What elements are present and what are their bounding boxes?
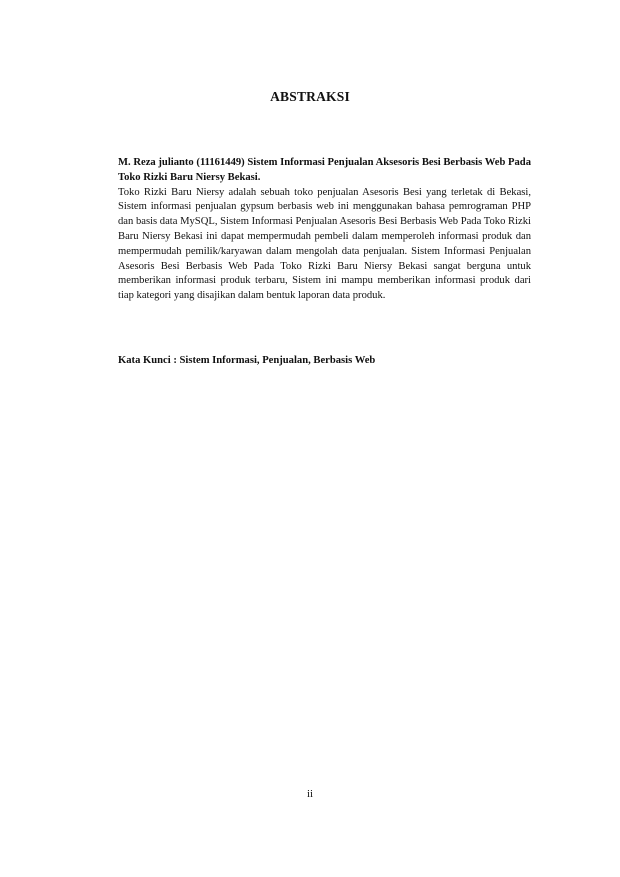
abstract-body: Toko Rizki Baru Niersy adalah sebuah toko penjualan Asesoris Besi yang terletak di Bekasi, Sistem informasi penjualan gypsum berbasis web ini menggunakan bahasa pemrograman PHP dan basis data MySQL, Sistem Informasi Penjualan Asesoris Besi Berbasis Web Pada Toko Rizki Baru Niersy Bekasi ini dapat mempermudah pembeli dalam memperoleh informasi produk dan mempermudah pemilik/karyawan dalam mengolah data penjualan. Sistem Informasi Penjualan Asesoris Besi Berbasis Web Pada Toko Rizki Baru Niersy Bekasi sangat berguna untuk memberikan informasi produk terbaru, Sistem ini mampu memberikan informasi produk dari tiap kategori yang disajikan dalam bentuk laporan data produk. bbox=[118, 186, 531, 302]
abstract-section bbox=[118, 156, 531, 304]
page-title: ABSTRAKSI bbox=[270, 89, 350, 104]
page-number: ii bbox=[306, 788, 314, 800]
abstract-citation: M. Reza julianto (11161449) Sistem Informasi Penjualan Aksesoris Besi Berbasis Web Pada Toko Rizki Baru Niersy Bekasi. bbox=[118, 157, 531, 183]
keywords: Kata Kunci : Sistem Informasi, Penjualan, Berbasis Web bbox=[118, 355, 376, 366]
